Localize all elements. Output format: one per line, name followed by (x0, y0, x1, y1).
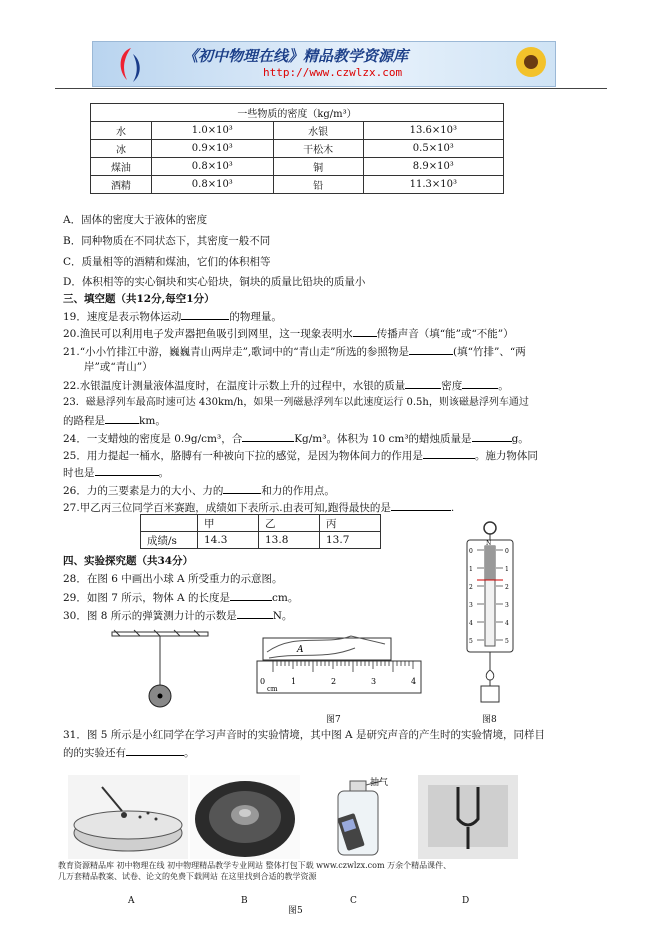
answer-blank[interactable] (126, 745, 184, 756)
q20-text-end: 传播声音（填“能”或“不能”） (376, 328, 514, 340)
answer-blank[interactable] (462, 378, 498, 389)
q25-continuation (63, 465, 169, 480)
ruler-tick-label: 0 (260, 677, 266, 686)
question-31: 31．图 5 所示是小红同学在学习声音时的实验情境，其中图 A 是研究声音的产生时的实验情境，同样目 (63, 729, 545, 741)
figure-8-caption: 图8 (482, 715, 497, 725)
question-19 (63, 309, 282, 324)
ruler-tick-label: 3 (371, 677, 377, 686)
table-cell: 成绩/s (141, 532, 198, 549)
ruler-tick-label: 4 (411, 677, 417, 686)
q25-text: 25．用力提起一桶水，胳膊有一种被向下拉的感觉，是因为物体间力的作用是 (63, 450, 423, 462)
header-divider (55, 88, 607, 89)
footer-line-1: 教育资源精品库 初中物理在线 初中物理精品教学专业网站 整体打包下载 www.czwlzx.com 万余个精品课件、 (58, 861, 452, 870)
figure-5-caption: 图5 (288, 906, 303, 916)
option-d: D．体积相等的实心铜块和实心铅块，铜块的质量比铅块的质量小 (63, 276, 366, 288)
q19-text: 19．速度是表示物体运动 (63, 311, 182, 323)
footer-watermark (58, 860, 618, 882)
q31-text-end: 。 (184, 747, 195, 759)
table-cell: 8.9×10³ (363, 158, 503, 176)
table-cell: 甲 (198, 515, 259, 532)
question-26 (63, 483, 335, 498)
q29-text: 29．如图 7 所示，物体 A 的长度是 (63, 592, 230, 604)
scale-tick-label: 4 (505, 620, 509, 627)
table-cell: 水银 (273, 122, 363, 140)
q24-text: 24．一支蜡烛的密度是 0.9g/cm³，合 (63, 433, 243, 445)
question-20 (63, 326, 514, 341)
table-row (91, 158, 504, 176)
answer-blank[interactable] (181, 309, 229, 320)
race-table (140, 514, 381, 549)
q29-text-end: cm。 (271, 592, 299, 604)
section-title-experiment: 四、实验探究题（共34分） (63, 555, 194, 567)
answer-blank[interactable] (230, 590, 272, 601)
answer-blank[interactable] (242, 431, 294, 442)
table-cell: 11.3×10³ (363, 176, 503, 194)
figure-7-caption: 图7 (326, 715, 341, 725)
table-cell: 干松木 (273, 140, 363, 158)
answer-blank[interactable] (105, 413, 139, 424)
question-28: 28．在图 6 中画出小球 A 所受重力的示意图。 (63, 573, 283, 585)
q30-text-end: N。 (272, 610, 293, 622)
figure-5b-speaker-image (190, 775, 300, 859)
table-row (91, 122, 504, 140)
table-cell: 铜 (273, 158, 363, 176)
banner-url: http://www.czwlzx.com (263, 66, 403, 79)
q25-text-mid: 。施力物体同 (474, 450, 538, 462)
q22-text-end: 。 (498, 380, 509, 392)
q21-text-mid: (填“竹排”、“两 (453, 346, 526, 358)
q23-text: 的路程是 (63, 415, 105, 427)
question-25 (63, 448, 538, 463)
question-22 (63, 378, 509, 393)
scale-tick-label: 1 (469, 566, 473, 573)
table-cell: 13.7 (320, 532, 381, 549)
q27-text: 27.甲乙丙三位同学百米赛跑，成绩如下表所示.由表可知,跑得最快的是 (63, 502, 391, 514)
table-cell: 13.6×10³ (363, 122, 503, 140)
table-cell (141, 515, 198, 532)
header-banner (92, 41, 556, 87)
figure-5-label-a: A (128, 896, 135, 906)
option-b: B．同种物质在不同状态下，其密度一般不同 (63, 235, 271, 247)
answer-blank[interactable] (409, 344, 453, 355)
q24-text-mid: Kg/m³。体积为 10 cm³的蜡烛质量是 (294, 433, 472, 445)
scale-tick-label: 0 (505, 548, 509, 555)
scale-tick-label: 3 (505, 602, 509, 609)
ruler-tick-label: 1 (291, 677, 297, 686)
figure-6-pendulum (90, 628, 230, 718)
density-table (90, 103, 504, 194)
sunflower-icon (511, 42, 551, 84)
table-cell: 乙 (259, 515, 320, 532)
table-cell: 冰 (91, 140, 152, 158)
figure-5-label-b: B (241, 896, 248, 906)
q24-text-end: g。 (511, 433, 529, 445)
option-a: A．固体的密度大于液体的密度 (63, 214, 208, 226)
q31-continuation (63, 745, 195, 760)
table-cell: 煤油 (91, 158, 152, 176)
answer-blank[interactable] (223, 483, 261, 494)
figure-5a-drum-image (68, 775, 188, 859)
q30-text: 30．图 8 所示的弹簧测力计的示数是 (63, 610, 237, 622)
answer-blank[interactable] (405, 378, 441, 389)
question-23: 23．磁悬浮列车最高时速可达 430km/h，如果一列磁悬浮列车以此速度运行 0.5h，则该磁悬浮列车通过 (63, 397, 529, 408)
table-cell: 酒精 (91, 176, 152, 194)
pump-out-label: 抽气 (370, 778, 389, 788)
table-cell: 1.0×10³ (151, 122, 273, 140)
scale-tick-label: 5 (469, 638, 473, 645)
q22-text-mid: 密度 (441, 380, 463, 392)
question-29 (63, 590, 298, 605)
answer-blank[interactable] (353, 326, 377, 337)
q21-text: 21.“小小竹排江中游，巍巍青山两岸走”,歌词中的“青山走”所选的参照物是 (63, 346, 410, 358)
table-cell: 14.3 (198, 532, 259, 549)
scale-unit: N (486, 540, 492, 547)
table-cell: 0.9×10³ (151, 140, 273, 158)
q26-text: 26．力的三要素是力的大小、力的 (63, 485, 224, 497)
q27-text-end: . (450, 502, 455, 514)
question-27 (63, 500, 454, 515)
answer-blank[interactable] (472, 431, 512, 442)
scale-tick-label: 5 (505, 638, 509, 645)
scale-tick-label: 4 (469, 620, 473, 627)
scale-tick-label: 1 (505, 566, 509, 573)
scale-tick-label: 0 (469, 548, 473, 555)
question-21 (63, 344, 526, 359)
figure-5-label-d: D (462, 896, 470, 906)
option-c: C．质量相等的酒精和煤油，它们的体积相等 (63, 256, 271, 268)
table-row (141, 532, 381, 549)
figure-5-label-c: C (350, 896, 357, 906)
figure-7-ruler (255, 632, 425, 702)
footer-line-2: 几万套精品教案、试卷、论文的免费下载网站 在这里找到合适的教学资源 (58, 872, 317, 881)
ruler-unit: cm (267, 685, 278, 693)
q20-text: 20.渔民可以利用电子发声器把鱼吸引到网里，这一现象表明水 (63, 328, 353, 340)
table-cell: 0.5×10³ (363, 140, 503, 158)
figure-5c-bell-jar-image (312, 775, 402, 859)
q26-text-end: 和力的作用点。 (261, 485, 335, 497)
table-cell: 0.8×10³ (151, 158, 273, 176)
table-cell: 水 (91, 122, 152, 140)
table-cell: 13.8 (259, 532, 320, 549)
answer-blank[interactable] (391, 500, 451, 511)
figure-5d-tuning-fork-image (418, 775, 518, 859)
scale-tick-label: 3 (469, 602, 473, 609)
table-row (91, 140, 504, 158)
scale-tick-label: 2 (505, 584, 509, 591)
question-24 (63, 431, 529, 446)
table-cell: 铅 (273, 176, 363, 194)
table-cell: 0.8×10³ (151, 176, 273, 194)
density-caption: 一些物质的密度（kg/m³） (91, 104, 504, 122)
object-a-label: A (297, 645, 304, 655)
q19-text-end: 的物理量。 (229, 311, 282, 323)
section-title-fill: 三、填空题（共12分,每空1分） (63, 293, 215, 305)
question-30 (63, 608, 292, 623)
table-cell: 丙 (320, 515, 381, 532)
answer-blank[interactable] (95, 465, 159, 476)
q22-text: 22.水银温度计测量液体温度时，在温度计示数上升的过程中，水银的质量 (63, 380, 406, 392)
table-row (91, 176, 504, 194)
logo-icon (111, 44, 151, 84)
figure-8-spring-scale (455, 520, 525, 710)
scale-tick-label: 2 (469, 584, 473, 591)
ruler-tick-label: 2 (331, 677, 337, 686)
q25-text-c: 时也是 (63, 467, 95, 479)
q23-continuation (63, 413, 166, 428)
answer-blank[interactable] (237, 608, 273, 619)
q31-text: 的的实验还有 (63, 747, 126, 759)
answer-blank[interactable] (423, 448, 475, 459)
q23-text-end: km。 (139, 415, 166, 427)
banner-title: 《初中物理在线》精品教学资源库 (183, 47, 409, 65)
q21-continuation: 岸”或“青山”） (84, 361, 153, 373)
q25-text-end: 。 (158, 467, 169, 479)
table-row (141, 515, 381, 532)
